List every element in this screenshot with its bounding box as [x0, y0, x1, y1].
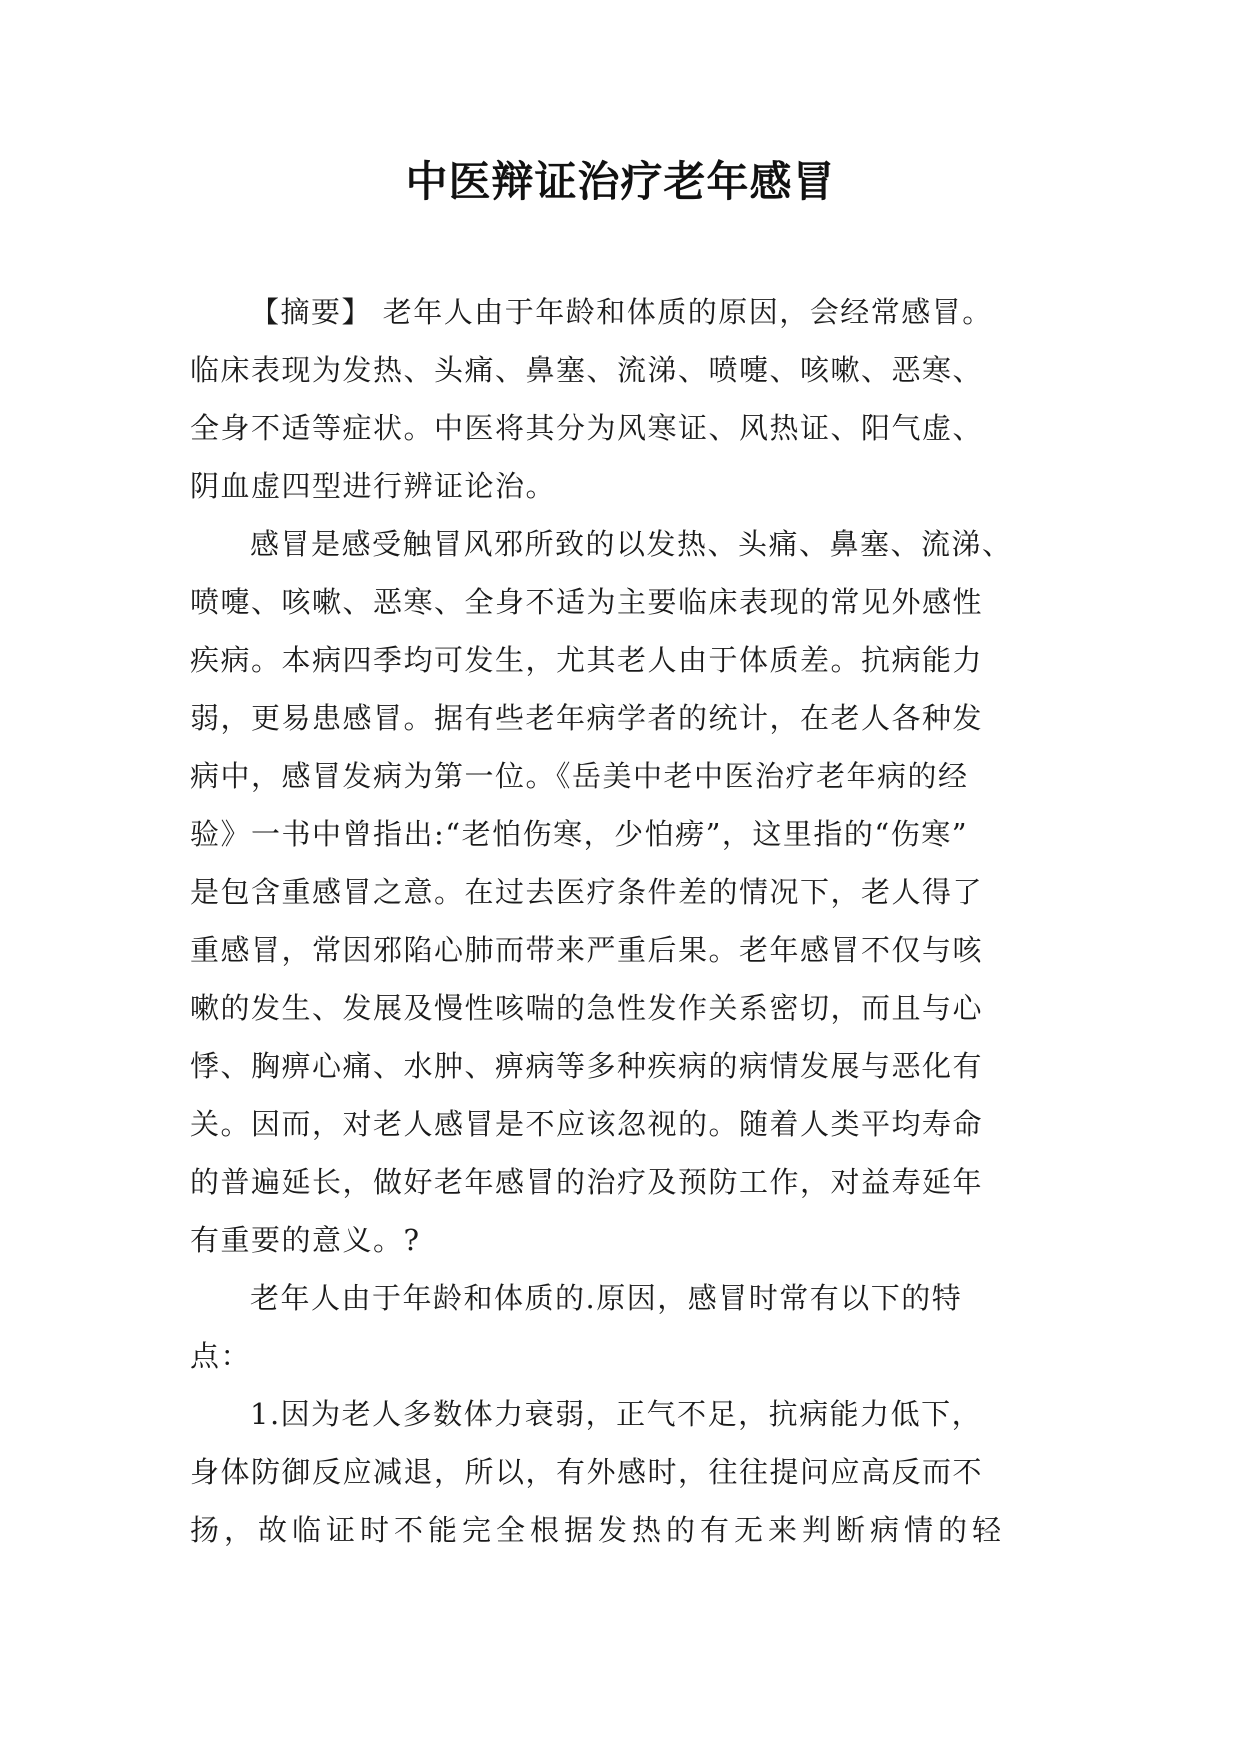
paragraph-line: 弱，更易患感冒。据有些老年病学者的统计，在老人各种发 — [190, 701, 984, 735]
document-title: 中医辩证治疗老年感冒 — [405, 157, 836, 206]
paragraph-line: 悸、胸痹心痛、水肿、痹病等多种疾病的病情发展与恶化有 — [190, 1049, 984, 1083]
paragraph-line: 重感冒，常因邪陷心肺而带来严重后果。老年感冒不仅与咳 — [190, 933, 984, 967]
paragraph-line: 喷嚏、咳嗽、恶寒、全身不适为主要临床表现的常见外感性 — [190, 585, 984, 619]
paragraph-line: 老年人由于年龄和体质的.原因，感冒时常有以下的特 — [250, 1281, 963, 1315]
abstract-line: 全身不适等症状。中医将其分为风寒证、风热证、阳气虚、 — [190, 411, 984, 445]
abstract-line: 阴血虚四型进行辨证论治。 — [190, 469, 557, 503]
paragraph-line: 疾病。本病四季均可发生，尤其老人由于体质差。抗病能力 — [190, 643, 984, 677]
list-item-line: 扬，故临证时不能完全根据发热的有无来判断病情的轻 — [190, 1513, 1007, 1547]
paragraph-line: 病中，感冒发病为第一位。《岳美中老中医治疗老年病的经 — [190, 759, 969, 793]
paragraph-line: 的普遍延长，做好老年感冒的治疗及预防工作，对益寿延年 — [190, 1165, 984, 1199]
list-item-line: 身体防御反应减退，所以，有外感时，往往提问应高反而不 — [190, 1455, 984, 1489]
paragraph-line: 验》一书中曾指出:“老怕伤寒，少怕痨”，这里指的“伤寒” — [190, 817, 969, 851]
paragraph-line: 是包含重感冒之意。在过去医疗条件差的情况下，老人得了 — [190, 875, 984, 909]
paragraph-line: 有重要的意义。? — [190, 1223, 421, 1257]
abstract-line: 临床表现为发热、头痛、鼻塞、流涕、喷嚏、咳嗽、恶寒、 — [190, 353, 984, 387]
document-body — [190, 283, 1075, 1559]
paragraph-line: 感冒是感受触冒风邪所致的以发热、头痛、鼻塞、流涕、 — [250, 527, 1013, 561]
paragraph-line: 点： — [190, 1339, 252, 1373]
list-item-line: 1.因为老人多数体力衰弱，正气不足，抗病能力低下， — [250, 1397, 983, 1431]
abstract-line: 【摘要】 老年人由于年龄和体质的原因，会经常感冒。 — [250, 295, 993, 329]
paragraph-line: 关。因而，对老人感冒是不应该忽视的。随着人类平均寿命 — [190, 1107, 984, 1141]
paragraph-line: 嗽的发生、发展及慢性咳喘的急性发作关系密切，而且与心 — [190, 991, 984, 1025]
